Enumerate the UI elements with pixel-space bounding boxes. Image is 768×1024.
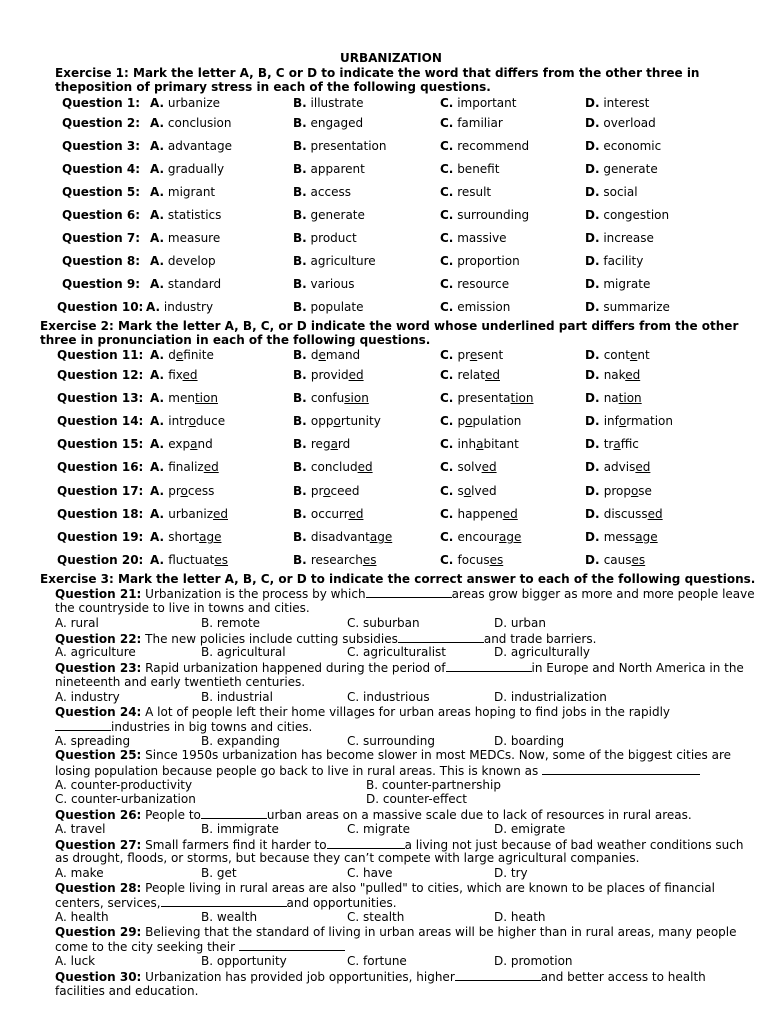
underlined-part: ed	[213, 507, 228, 521]
option-a[interactable]: A. industry	[146, 300, 214, 314]
underlined-part: e	[469, 348, 478, 362]
question-label: Question 13:	[57, 391, 144, 405]
exercise-2-heading: Exercise 2: Mark the letter A, B, C, or D indicate the word whose underlined part differs from the other	[40, 319, 739, 333]
underlined-part: sion	[344, 391, 369, 405]
underlined-part: o	[630, 484, 639, 498]
option-d[interactable]: D. nation	[585, 391, 642, 405]
q23-option-c[interactable]: C. industrious	[347, 690, 430, 704]
page-title: URBANIZATION	[340, 51, 442, 65]
question-24-cont: industries in big towns and cities.	[55, 719, 312, 734]
underlined-part: ed	[357, 460, 373, 474]
option-b[interactable]: B. agriculture	[293, 254, 376, 268]
underlined-part: o	[323, 484, 331, 498]
underlined-part: age	[635, 530, 658, 544]
q24-option-b[interactable]: B. expanding	[201, 734, 280, 748]
option-b[interactable]: B. disadvantage	[293, 530, 393, 544]
question-label: Question 16:	[57, 460, 144, 474]
option-c[interactable]: C. massive	[440, 231, 507, 245]
q24-option-c[interactable]: C. surrounding	[347, 734, 435, 748]
option-c[interactable]: C. present	[440, 348, 504, 362]
question-label: Question 12:	[57, 368, 144, 382]
option-d[interactable]: D. content	[585, 348, 650, 362]
question-28-cont: centers, services, and opportunities.	[55, 896, 397, 910]
option-a[interactable]: A. urbanized	[150, 507, 228, 521]
option-d[interactable]: D. summarize	[585, 300, 670, 314]
question-23-cont: nineteenth and early twentieth centuries.	[55, 675, 306, 689]
question-label: Question 6:	[62, 208, 140, 222]
option-b[interactable]: B. opportunity	[293, 414, 381, 428]
underlined-part: ed	[635, 460, 651, 474]
q27-option-b[interactable]: B. get	[201, 866, 237, 880]
option-b[interactable]: B. product	[293, 231, 357, 245]
exercise-1-heading: Exercise 1: Mark the letter A, B, C or D to indicate the word that differs from the other three in	[55, 66, 700, 80]
option-d[interactable]: D. traffic	[585, 437, 639, 451]
option-a[interactable]: A. mention	[150, 391, 218, 405]
q25-option-d[interactable]: D. counter-effect	[366, 792, 467, 806]
question-label: Question 1:	[62, 96, 140, 110]
underlined-part: o	[465, 414, 473, 428]
q25-option-a[interactable]: A. counter-productivity	[55, 778, 193, 792]
q23-option-d[interactable]: D. industrialization	[494, 690, 607, 704]
option-c[interactable]: C. familiar	[440, 116, 503, 130]
underlined-part: es	[214, 553, 229, 567]
underlined-part: ed	[502, 507, 518, 521]
option-a[interactable]: A. gradually	[150, 162, 225, 176]
q26-option-c[interactable]: C. migrate	[347, 822, 411, 836]
question-21: Question 21: Urbanization is the process by which areas grow bigger as more and more people leave	[55, 587, 755, 601]
question-label: Question 2:	[62, 116, 140, 130]
option-c[interactable]: C. focuses	[440, 553, 504, 567]
question-25: Question 25: Since 1950s urbanization has become slower in most MEDCs. Now, some of the biggest cities are	[55, 748, 732, 762]
exercise-3-heading: Exercise 3: Mark the letter A, B, C, or D to indicate the correct answer to each of the following questions.	[40, 572, 756, 586]
underlined-part: ed	[182, 368, 198, 382]
option-c[interactable]: C. result	[440, 185, 492, 199]
option-d[interactable]: D. information	[585, 414, 673, 428]
option-a[interactable]: A. measure	[150, 231, 221, 245]
option-b[interactable]: B. provided	[293, 368, 364, 382]
question-label: Question 11:	[57, 348, 144, 362]
question-label: Question 19:	[57, 530, 144, 544]
option-b[interactable]: B. apparent	[293, 162, 365, 176]
option-c[interactable]: C. proportion	[440, 254, 520, 268]
option-a[interactable]: A. process	[150, 484, 215, 498]
question-label: Question 15:	[57, 437, 144, 451]
q27-option-c[interactable]: C. have	[347, 866, 393, 880]
option-c[interactable]: C. emission	[440, 300, 511, 314]
question-29-cont: come to the city seeking their	[55, 939, 345, 954]
underlined-part: tion	[618, 391, 642, 405]
option-c[interactable]: C. solved	[440, 484, 497, 498]
option-a[interactable]: A. advantage	[150, 139, 232, 153]
option-b[interactable]: B. generate	[293, 208, 365, 222]
option-d[interactable]: D. naked	[585, 368, 641, 382]
q22-option-c[interactable]: C. agriculturalist	[347, 645, 447, 659]
q24-option-d[interactable]: D. boarding	[494, 734, 565, 748]
option-d[interactable]: D. economic	[585, 139, 662, 153]
option-c[interactable]: C. population	[440, 414, 522, 428]
option-c[interactable]: C. encourage	[440, 530, 522, 544]
question-label: Question 8:	[62, 254, 140, 268]
option-b[interactable]: B. engaged	[293, 116, 364, 130]
option-b[interactable]: B. various	[293, 277, 355, 291]
option-c[interactable]: C. important	[440, 96, 517, 110]
q28-option-c[interactable]: C. stealth	[347, 910, 405, 924]
option-c[interactable]: C. solved	[440, 460, 497, 474]
option-c[interactable]: C. presentation	[440, 391, 534, 405]
q28-option-a[interactable]: A. health	[55, 910, 109, 924]
option-c[interactable]: C. related	[440, 368, 500, 382]
option-b[interactable]: B. access	[293, 185, 351, 199]
q29-option-d[interactable]: D. promotion	[494, 954, 573, 968]
q29-option-c[interactable]: C. fortune	[347, 954, 407, 968]
option-b[interactable]: B. demand	[293, 348, 361, 362]
option-a[interactable]: A. standard	[150, 277, 222, 291]
question-label: Question 7:	[62, 231, 140, 245]
option-c[interactable]: C. benefit	[440, 162, 500, 176]
option-d[interactable]: D. overload	[585, 116, 656, 130]
option-a[interactable]: A. conclusion	[150, 116, 232, 130]
q27-option-d[interactable]: D. try	[494, 866, 528, 880]
underlined-part: o	[333, 414, 341, 428]
option-a[interactable]: A. develop	[150, 254, 216, 268]
question-27-cont: as drought, floods, or storms, but because they can’t compete with large agricultural companies.	[55, 851, 640, 865]
underlined-part: es	[489, 553, 504, 567]
option-d[interactable]: D. propose	[585, 484, 652, 498]
q26-option-b[interactable]: B. immigrate	[201, 822, 279, 836]
q25-option-c[interactable]: C. counter-urbanization	[55, 792, 196, 806]
q29-option-b[interactable]: B. opportunity	[201, 954, 287, 968]
exercise-2-heading-cont: three in pronunciation in each of the following questions.	[40, 333, 431, 347]
option-d[interactable]: D. discussed	[585, 507, 663, 521]
option-b[interactable]: B. populate	[293, 300, 364, 314]
option-b[interactable]: B. regard	[293, 437, 351, 451]
q21-option-c[interactable]: C. suburban	[347, 616, 420, 630]
underlined-part: o	[180, 484, 188, 498]
option-a[interactable]: A. statistics	[150, 208, 222, 222]
option-d[interactable]: D. message	[585, 530, 658, 544]
option-b[interactable]: B. confusion	[293, 391, 369, 405]
q25-option-b[interactable]: B. counter-partnership	[366, 778, 501, 792]
option-c[interactable]: C. recommend	[440, 139, 530, 153]
q24-option-a[interactable]: A. spreading	[55, 734, 131, 748]
question-label: Question 9:	[62, 277, 140, 291]
question-label: Question 3:	[62, 139, 140, 153]
underlined-part: ed	[348, 368, 364, 382]
option-a[interactable]: A. finalized	[150, 460, 219, 474]
question-label: Question 10:	[57, 300, 144, 314]
option-b[interactable]: B. concluded	[293, 460, 373, 474]
underlined-part: ed	[348, 507, 364, 521]
option-d[interactable]: D. generate	[585, 162, 658, 176]
underlined-part: a	[476, 437, 484, 451]
option-d[interactable]: D. facility	[585, 254, 644, 268]
underlined-part: ed	[625, 368, 641, 382]
underlined-part: age	[369, 530, 393, 544]
option-b[interactable]: B. proceed	[293, 484, 360, 498]
option-d[interactable]: D. congestion	[585, 208, 670, 222]
question-label: Question 17:	[57, 484, 144, 498]
underlined-part: o	[618, 414, 627, 428]
q29-option-a[interactable]: A. luck	[55, 954, 96, 968]
underlined-part: age	[199, 530, 222, 544]
question-label: Question 14:	[57, 414, 144, 428]
option-d[interactable]: D. increase	[585, 231, 654, 245]
underlined-part: o	[463, 484, 472, 498]
option-d[interactable]: D. interest	[585, 96, 650, 110]
underlined-part: ed	[647, 507, 663, 521]
option-c[interactable]: C. resource	[440, 277, 510, 291]
q23-option-b[interactable]: B. industrial	[201, 690, 273, 704]
option-a[interactable]: A. expand	[150, 437, 213, 451]
underlined-part: tion	[510, 391, 534, 405]
q23-option-a[interactable]: A. industry	[55, 690, 120, 704]
option-b[interactable]: B. presentation	[293, 139, 387, 153]
exercise-1-heading-cont: theposition of primary stress in each of the following questions.	[55, 80, 491, 94]
option-d[interactable]: D. social	[585, 185, 638, 199]
question-24: Question 24: A lot of people left their home villages for urban areas hoping to find jobs in the rapidly	[55, 705, 671, 719]
underlined-part: ed	[203, 460, 219, 474]
question-label: Question 5:	[62, 185, 140, 199]
underlined-part: es	[362, 553, 377, 567]
question-30-cont: facilities and education.	[55, 984, 199, 998]
underlined-part: a	[613, 437, 621, 451]
q22-option-d[interactable]: D. agriculturally	[494, 645, 591, 659]
option-c[interactable]: C. happened	[440, 507, 518, 521]
question-label: Question 4:	[62, 162, 140, 176]
option-c[interactable]: C. inhabitant	[440, 437, 519, 451]
option-b[interactable]: B. researches	[293, 553, 377, 567]
question-26: Question 26: People to urban areas on a massive scale due to lack of resources in rural areas.	[55, 808, 692, 822]
underlined-part: e	[318, 348, 326, 362]
underlined-part: ed	[481, 460, 497, 474]
option-b[interactable]: B. occurred	[293, 507, 364, 521]
question-28: Question 28: People living in rural areas are also "pulled" to cities, which are known to be places of financial	[55, 881, 715, 895]
option-b[interactable]: B. illustrate	[293, 96, 364, 110]
q21-option-b[interactable]: B. remote	[201, 616, 261, 630]
underlined-part: tion	[194, 391, 218, 405]
option-a[interactable]: A. fluctuates	[150, 553, 229, 567]
question-29: Question 29: Believing that the standard of living in urban areas will be higher than in rural areas, many people	[55, 925, 737, 939]
option-a[interactable]: A. shortage	[150, 530, 222, 544]
q28-option-b[interactable]: B. wealth	[201, 910, 258, 924]
question-22: Question 22: The new policies include cutting subsidies and trade barriers.	[55, 632, 597, 646]
option-d[interactable]: D. causes	[585, 553, 646, 567]
option-a[interactable]: A. urbanize	[150, 96, 221, 110]
option-a[interactable]: A. fixed	[150, 368, 198, 382]
q21-option-d[interactable]: D. urban	[494, 616, 546, 630]
q26-option-d[interactable]: D. emigrate	[494, 822, 566, 836]
underlined-part: es	[631, 553, 646, 567]
question-30: Question 30: Urbanization has provided job opportunities, higher and better access to health	[55, 970, 706, 984]
q28-option-d[interactable]: D. heath	[494, 910, 546, 924]
underlined-part: ed	[485, 368, 500, 382]
underlined-part: a	[330, 437, 338, 451]
question-label: Question 18:	[57, 507, 144, 521]
q21-option-a[interactable]: A. rural	[55, 616, 99, 630]
option-a[interactable]: A. introduce	[150, 414, 226, 428]
question-27: Question 27: Small farmers find it harder to a living not just because of bad weather conditions such	[55, 838, 744, 852]
q26-option-a[interactable]: A. travel	[55, 822, 106, 836]
q22-option-a[interactable]: A. agriculture	[55, 645, 136, 659]
underlined-part: e	[175, 348, 184, 362]
q27-option-a[interactable]: A. make	[55, 866, 104, 880]
underlined-part: a	[190, 437, 198, 451]
option-d[interactable]: D. migrate	[585, 277, 651, 291]
question-23: Question 23: Rapid urbanization happened during the period of in Europe and North America in the	[55, 661, 744, 675]
option-d[interactable]: D. advised	[585, 460, 651, 474]
underlined-part: o	[188, 414, 196, 428]
question-label: Question 20:	[57, 553, 144, 567]
q22-option-b[interactable]: B. agricultural	[201, 645, 286, 659]
option-a[interactable]: A. migrant	[150, 185, 216, 199]
option-c[interactable]: C. surrounding	[440, 208, 530, 222]
underlined-part: e	[629, 348, 638, 362]
question-25-cont: losing population because people go back to live in rural areas. This is known as	[55, 763, 700, 778]
question-21-cont: the countryside to live in towns and cities.	[55, 601, 310, 615]
underlined-part: age	[499, 530, 522, 544]
option-a[interactable]: A. definite	[150, 348, 214, 362]
